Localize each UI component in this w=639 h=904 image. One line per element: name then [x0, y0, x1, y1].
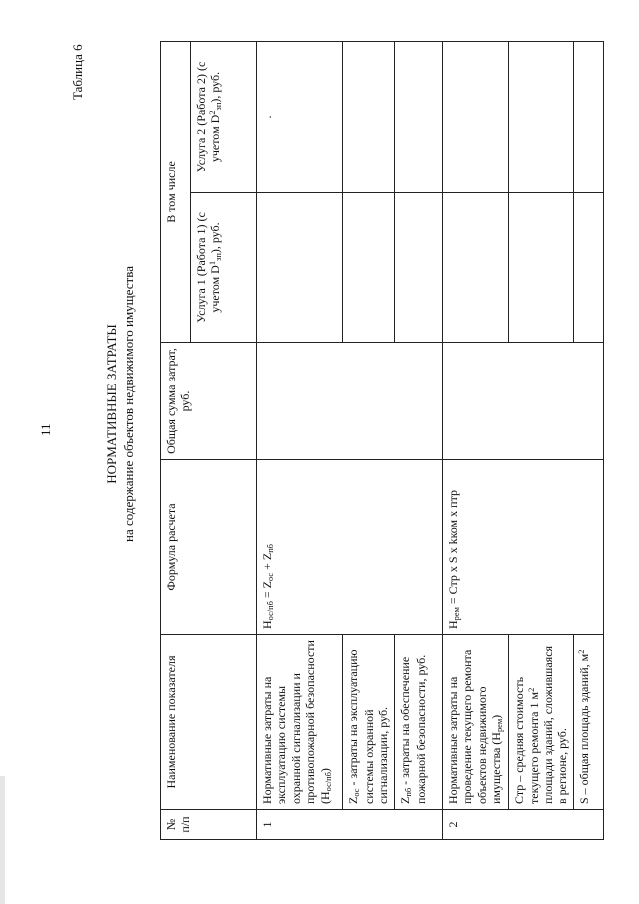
total-cell [442, 343, 603, 460]
indicator-cell: $Z_{пб}$ - затраты на обеспечение пожарной безопасности, руб. [394, 635, 442, 810]
header-including: В том числе [161, 42, 191, 343]
service1-cell [442, 193, 508, 343]
indicator-cell: Стр – средняя стоимость текущего ремонта 1 $м^2$ площади зданий, сложившаяся в регионе, руб. [509, 635, 574, 810]
header-formula: Формула расчета [161, 460, 257, 635]
service2-cell [442, 42, 508, 193]
header-service2: Услуга 2 (Работа 2) (с учетом $D^2_{зп}$), руб. [191, 42, 257, 193]
header-service1: Услуга 1 (Работа 1) (с учетом $D^1_{зп}$), руб. [191, 193, 257, 343]
document-subtitle: на содержание объектов недвижимого имущества [121, 266, 136, 542]
norms-table [160, 41, 604, 840]
header-row [161, 42, 191, 840]
indicator-cell: S – общая площадь зданий, $м^2$ [573, 635, 603, 810]
row-number: 1 [257, 810, 443, 840]
service1-cell [394, 193, 442, 343]
table-row [257, 42, 343, 840]
service2-cell [394, 42, 442, 193]
service1-cell [257, 193, 343, 343]
table-row [442, 42, 508, 840]
indicator-cell: $Z_{ос}$ - затраты на эксплуатацию системы охранной сигнализации, руб. [343, 635, 395, 810]
service2-cell [509, 42, 574, 193]
page-number: 11 [38, 423, 53, 436]
formula-cell: $Н_{ос/пб} = Z_{ос} + Z_{пб}$ [257, 460, 443, 635]
service2-cell [343, 42, 395, 193]
indicator-cell: Нормативные затраты на проведение текущего ремонта объектов недвижимого имущества $(Н_{рем})$ [442, 635, 508, 810]
service1-cell [343, 193, 395, 343]
formula-cell: $Н_{рем}$ = Стр х S х kком х птр [442, 460, 603, 635]
header-total: Общая сумма затрат, руб. [161, 343, 257, 460]
service1-cell [509, 193, 574, 343]
service1-cell [573, 193, 603, 343]
service2-cell: . [257, 42, 343, 193]
table-label: Таблица 6 [70, 44, 85, 100]
document-title: НОРМАТИВНЫЕ ЗАТРАТЫ [104, 324, 119, 484]
row-number: 2 [442, 810, 603, 840]
total-cell [257, 343, 443, 460]
indicator-cell: Нормативные затраты на эксплуатацию системы охранной сигнализации и противопожарной безопасности $(Н_{ос/пб})$ [257, 635, 343, 810]
header-number: № п/п [161, 810, 257, 840]
service2-cell [573, 42, 603, 193]
header-indicator: Наименование показателя [161, 635, 257, 810]
